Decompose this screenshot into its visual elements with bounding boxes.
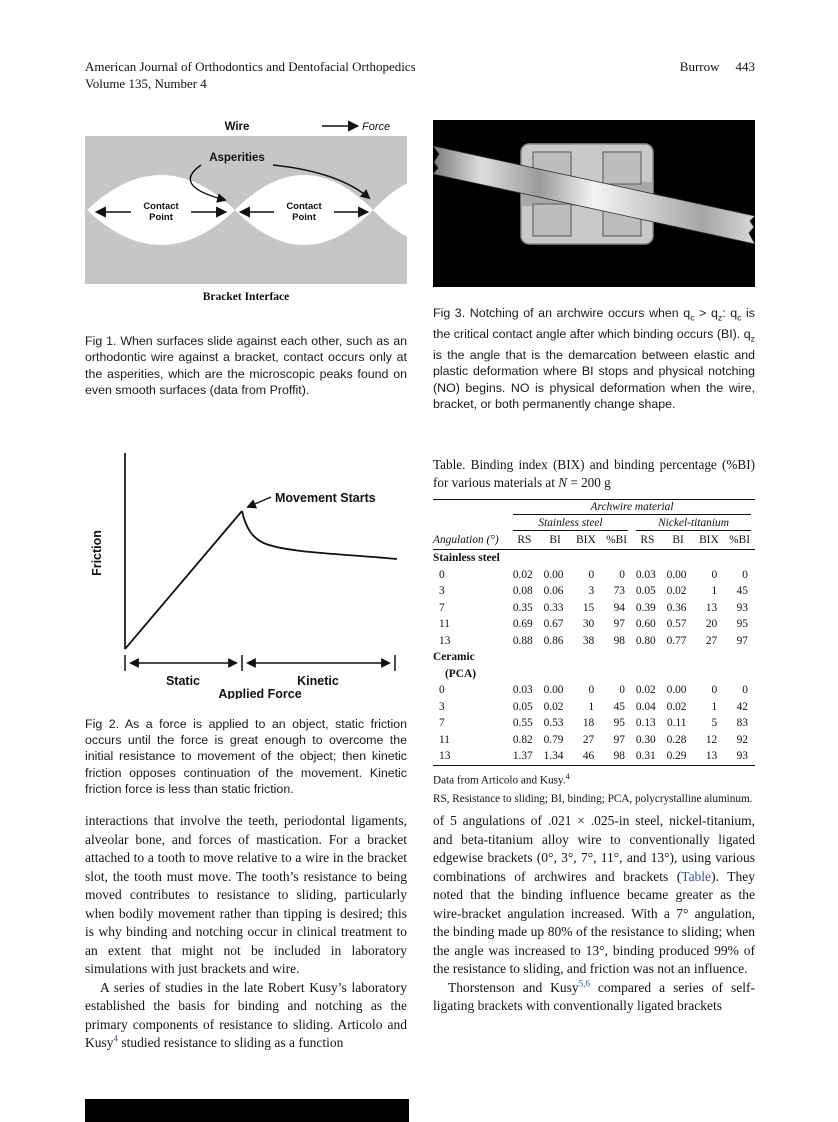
svg-text:Contact: Contact [286,201,322,212]
scan-artifact-bar [85,1099,409,1122]
kinetic-friction-curve [242,511,397,559]
fig3-caption: Fig 3. Notching of an archwire occurs when $q_c > q_z$: $q_c$ is the critical contact angle after which binding occurs (BI). $q_z$ is the angle that is the demarcation between elastic and plastic deformation where BI stops and physical notching (NO) begins. NO is physical deformation when the wire, bracket, or both permanently change shape. [433,306,755,411]
table-data-row: 13 1.37 1.34 46 98 0.31 0.29 13 93 [439,750,748,763]
journal-header [85,58,416,92]
body-text-left [85,812,407,1053]
table-data-row: 11 0.69 0.67 30 97 0.60 0.57 20 95 [439,618,748,631]
table-data-row: 13 0.88 0.86 38 98 0.80 0.77 27 97 [439,634,748,647]
binding-table [433,499,755,766]
paragraph: of 5 angulations of .021 × .025-in steel, nickel-titanium, and beta-titanium alloy wire to conventionally ligated edgewise brackets (0°, 3°, 7°, 11°, and 13°), using various combinations of archwires and brackets (Table). They noted that the binding influence became greater as the wire-bracket angulation increased. With a 7° angulation, the binding made up 80% of the resistance to sliding; when the angle was increased to 13°, binding produced 99% of the resistance to sliding, and friction was not an influence. [433,813,755,976]
y-axis-label: Friction [90,529,104,576]
paragraph: A series of studies in the late Robert Kusy’s laboratory established the basis for binding and notching as the primary components of resistance to sliding. Articolo and Kusy$^4$ studied resistance to sliding as a function [85,979,407,1050]
fig1-diagram [85,120,407,306]
page-number: 443 [735,59,755,74]
table-data-row: 7 0.55 0.53 18 95 0.13 0.11 5 83 [439,717,748,730]
figure-1 [85,120,407,399]
x-axis-label: Applied Force [218,686,302,699]
body-text-right [433,812,755,1016]
table-data-row: 7 0.35 0.33 15 94 0.39 0.36 13 93 [439,601,748,614]
paragraph: interactions that involve the teeth, periodontal ligaments, alveolar bone, and forces of mastication. For a bracket attached to a tooth to move relative to a wire in the bracket slot, the tooth must move. The tooth’s resistance to being moved contributes to resistance to sliding, particularly when bodily movement rather than tipping is desired; this is why binding and notching occur in clinical treatment to an extent that might not be included in laboratory simulations with just brackets and wire. [85,813,407,976]
binding-table-body [433,550,755,766]
svg-text:Point: Point [149,212,173,223]
running-header [85,58,755,92]
citation-ref-4[interactable]: 4 [113,1033,119,1044]
angulation-column-header: Angulation (°) [433,532,509,550]
paragraph: Thorstenson and Kusy$^{5,6}$ compared a series of self-ligating brackets with conventionally ligated brackets [433,978,755,1013]
table-group-row: Ceramic [433,651,475,664]
left-column [85,120,407,798]
force-label: Force [362,121,391,133]
figure-3 [433,120,755,412]
archwire-material-header: Archwire material [513,501,751,515]
table-group-row: Stainless steel [433,552,500,565]
static-friction-line [125,511,242,649]
running-head-right [680,58,755,92]
svg-text:Point: Point [292,212,316,223]
table-footnote-abbreviations: RS, Resistance to sliding; BI, binding; PCA, polycrystalline aluminum. [433,792,753,805]
fig2-chart [85,441,407,699]
stainless-steel-header: Stainless steel [513,517,628,531]
table-data-row: 11 0.82 0.79 27 97 0.30 0.28 12 92 [439,733,748,746]
table-data-row: 0 0.03 0.00 0 0 0.02 0.00 0 0 [439,684,748,697]
static-label: Static [165,673,201,688]
table-caption: Table. Binding index (BIX) and binding percentage (%BI) for various materials at N = 200 g [433,457,755,490]
table-column-header-row: Angulation (°) RS BI BIX %BI RS BI BIX %BI [433,532,755,550]
svg-text:Contact: Contact [143,201,179,212]
journal-title: American Journal of Orthodontics and Dentofacial Orthopedics [85,59,416,74]
fig1-caption: Fig 1. When surfaces slide against each other, such as an orthodontic wire against a bracket, contact occurs only at the asperities, which are the microscopic peaks found on even smooth surfaces (data from Proffit). [85,334,407,398]
tie-wing [533,204,571,236]
author-name: Burrow [679,59,720,74]
right-column [433,120,755,807]
annotation-arrow [248,497,271,507]
asperities-label: Asperities [209,152,265,164]
movement-starts-label: Movement Starts [275,490,376,505]
table-data-row: 0 0.02 0.00 0 0 0.03 0.00 0 0 [439,568,748,581]
kinetic-label: Kinetic [297,673,339,688]
bracket-interface-label: Bracket Interface [202,291,290,303]
table-crossref-link[interactable]: Table [681,868,712,884]
wire-label: Wire [224,121,250,133]
table-span-header-row [433,500,755,517]
figure-2 [85,441,407,798]
table-group-row-2: (PCA) [445,667,476,680]
nickel-titanium-header: Nickel-titanium [636,517,751,531]
table-footnote-source: Data from Articolo and Kusy.$^4$ [433,771,570,787]
fig2-caption: Fig 2. As a force is applied to an object, static friction occurs until the force is great enough to overcome the initial resistance to movement of the object; then kinetic friction opposes continuation of the movement. Kinetic friction force is less than static friction. [85,716,407,797]
table-data-row: 3 0.05 0.02 1 45 0.04 0.02 1 42 [439,700,748,713]
tie-wing [603,152,641,184]
table-data-row: 3 0.08 0.06 3 73 0.05 0.02 1 45 [439,585,748,598]
table-subgroup-row [433,516,755,532]
table-block [433,456,755,806]
citation-ref-5-6[interactable]: 5,6 [578,978,590,988]
footnote-citation-ref: 4 [565,771,570,781]
fig3-photo [433,120,755,287]
journal-issue: Volume 135, Number 4 [85,76,207,91]
